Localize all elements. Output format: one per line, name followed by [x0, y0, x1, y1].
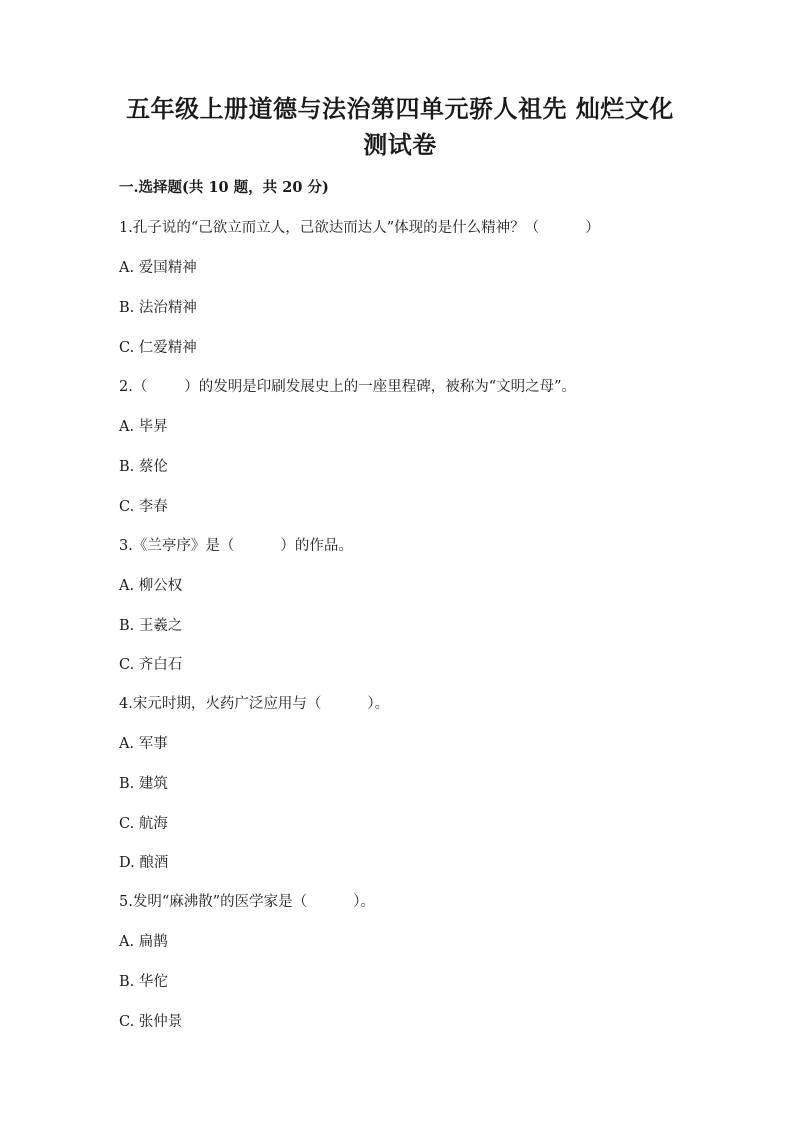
answer-option: C. 张仲景	[119, 1014, 183, 1030]
answer-option: B. 华佗	[119, 974, 168, 990]
answer-option: A. 扁鹊	[119, 934, 168, 950]
question-stem: 1.孔子说的“己欲立而立人，己欲达而达人”体现的是什么精神？（ ）	[119, 220, 600, 236]
answer-option: A. 爱国精神	[119, 260, 197, 276]
answer-option: C. 齐白石	[119, 657, 183, 673]
answer-option: C. 李春	[119, 499, 168, 515]
answer-option: C. 航海	[119, 816, 168, 832]
answer-option: A. 军事	[119, 736, 168, 752]
answer-option: C. 仁爱精神	[119, 340, 197, 356]
question-stem: 3.《兰亭序》是（ ）的作品。	[119, 538, 353, 554]
answer-option: B. 蔡伦	[119, 459, 168, 475]
section-heading: 一.选择题(共 10 题，共 20 分)	[119, 179, 329, 196]
question-stem: 2.（ ）的发明是印刷发展史上的一座里程碑，被称为“文明之母”。	[119, 379, 577, 395]
answer-option: D. 酿酒	[119, 855, 169, 871]
page-title-line1: 五年级上册道德与法治第四单元骄人祖先 灿烂文化	[126, 94, 674, 123]
answer-option: A. 柳公权	[119, 578, 183, 594]
question-stem: 5.发明“麻沸散”的医学家是（ ）。	[119, 894, 376, 910]
answer-option: B. 法治精神	[119, 300, 197, 316]
answer-option: B. 王羲之	[119, 618, 183, 634]
question-stem: 4.宋元时期，火药广泛应用与（ ）。	[119, 696, 390, 712]
answer-option: A. 毕昇	[119, 419, 168, 435]
page-title-line2: 测试卷	[363, 130, 437, 159]
answer-option: B. 建筑	[119, 776, 168, 792]
